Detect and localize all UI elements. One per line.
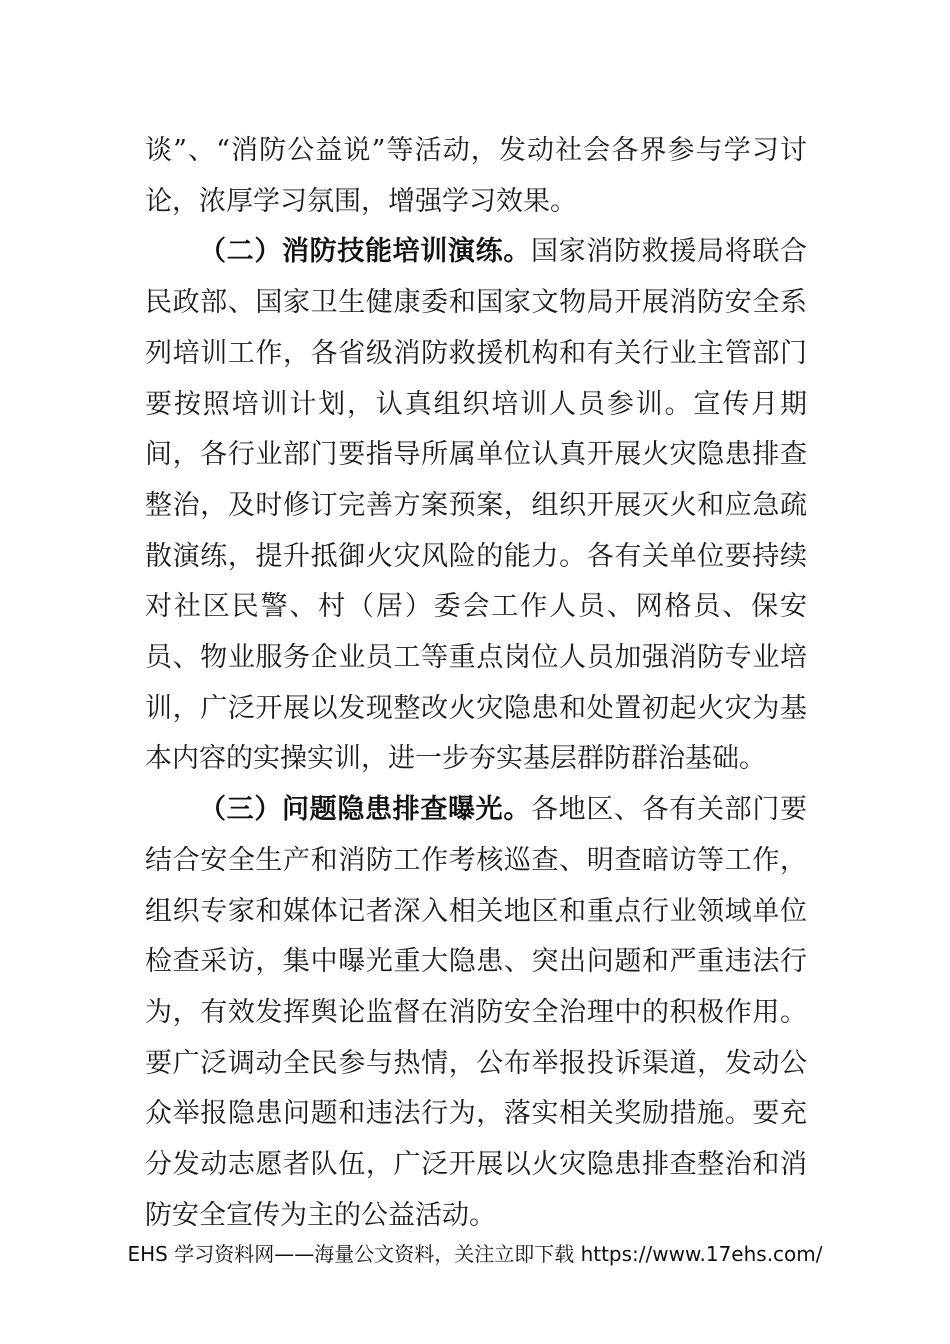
section-2-body: 国家消防救援局将联合民政部、国家卫生健康委和国家文物局开展消防安全系列培训工作，各省级消防救援机构和有关行业主管部门要按照培训计划，认真组织培训人员参训。宣传月期间，各行业部门要指导所属单位认真开展火灾隐患排查整治，及时修订完善方案预案，组织开展灭火和应急疏散演练，提升抵御火灾风险的能力。各有关单位要持续对社区民警、村（居）委会工作人员、网格员、保安员、物业服务企业员工等重点岗位人员加强消防专业培训，广泛开展以发现整改火灾隐患和处置初起火灾为基本内容的实操实训，进一步夯实基层群防群治基础。 bbox=[145, 236, 807, 775]
section-3-body: 各地区、各有关部门要结合安全生产和消防工作考核巡查、明查暗访等工作，组织专家和媒体记者深入相关地区和重点行业领域单位检查采访，集中曝光重大隐患、突出问题和严重违法行为，有效发挥舆论监督在消防安全治理中的积极作用。要广泛调动全民参与热情，公布举报投诉渠道，发动公众举报隐患问题和违法行为，落实相关奖励措施。要充分发动志愿者队伍，广泛开展以火灾隐患排查整治和消防安全宣传为主的公益活动。 bbox=[145, 794, 807, 1231]
section-2-heading: （二）消防技能培训演练。 bbox=[199, 236, 531, 268]
document-body bbox=[145, 126, 807, 1241]
footer-watermark: EHS 学习资料网——海量公文资料，关注立即下载 https://www.17ehs.com/ bbox=[127, 1242, 823, 1266]
paragraph-continuation: 谈”、“消防公益说”等活动，发动社会各界参与学习讨论，浓厚学习氛围，增强学习效果。 bbox=[145, 135, 807, 217]
section-3-paragraph bbox=[145, 785, 807, 1241]
section-3-heading: （三）问题隐患排查曝光。 bbox=[199, 794, 531, 826]
section-2-paragraph bbox=[145, 227, 807, 785]
